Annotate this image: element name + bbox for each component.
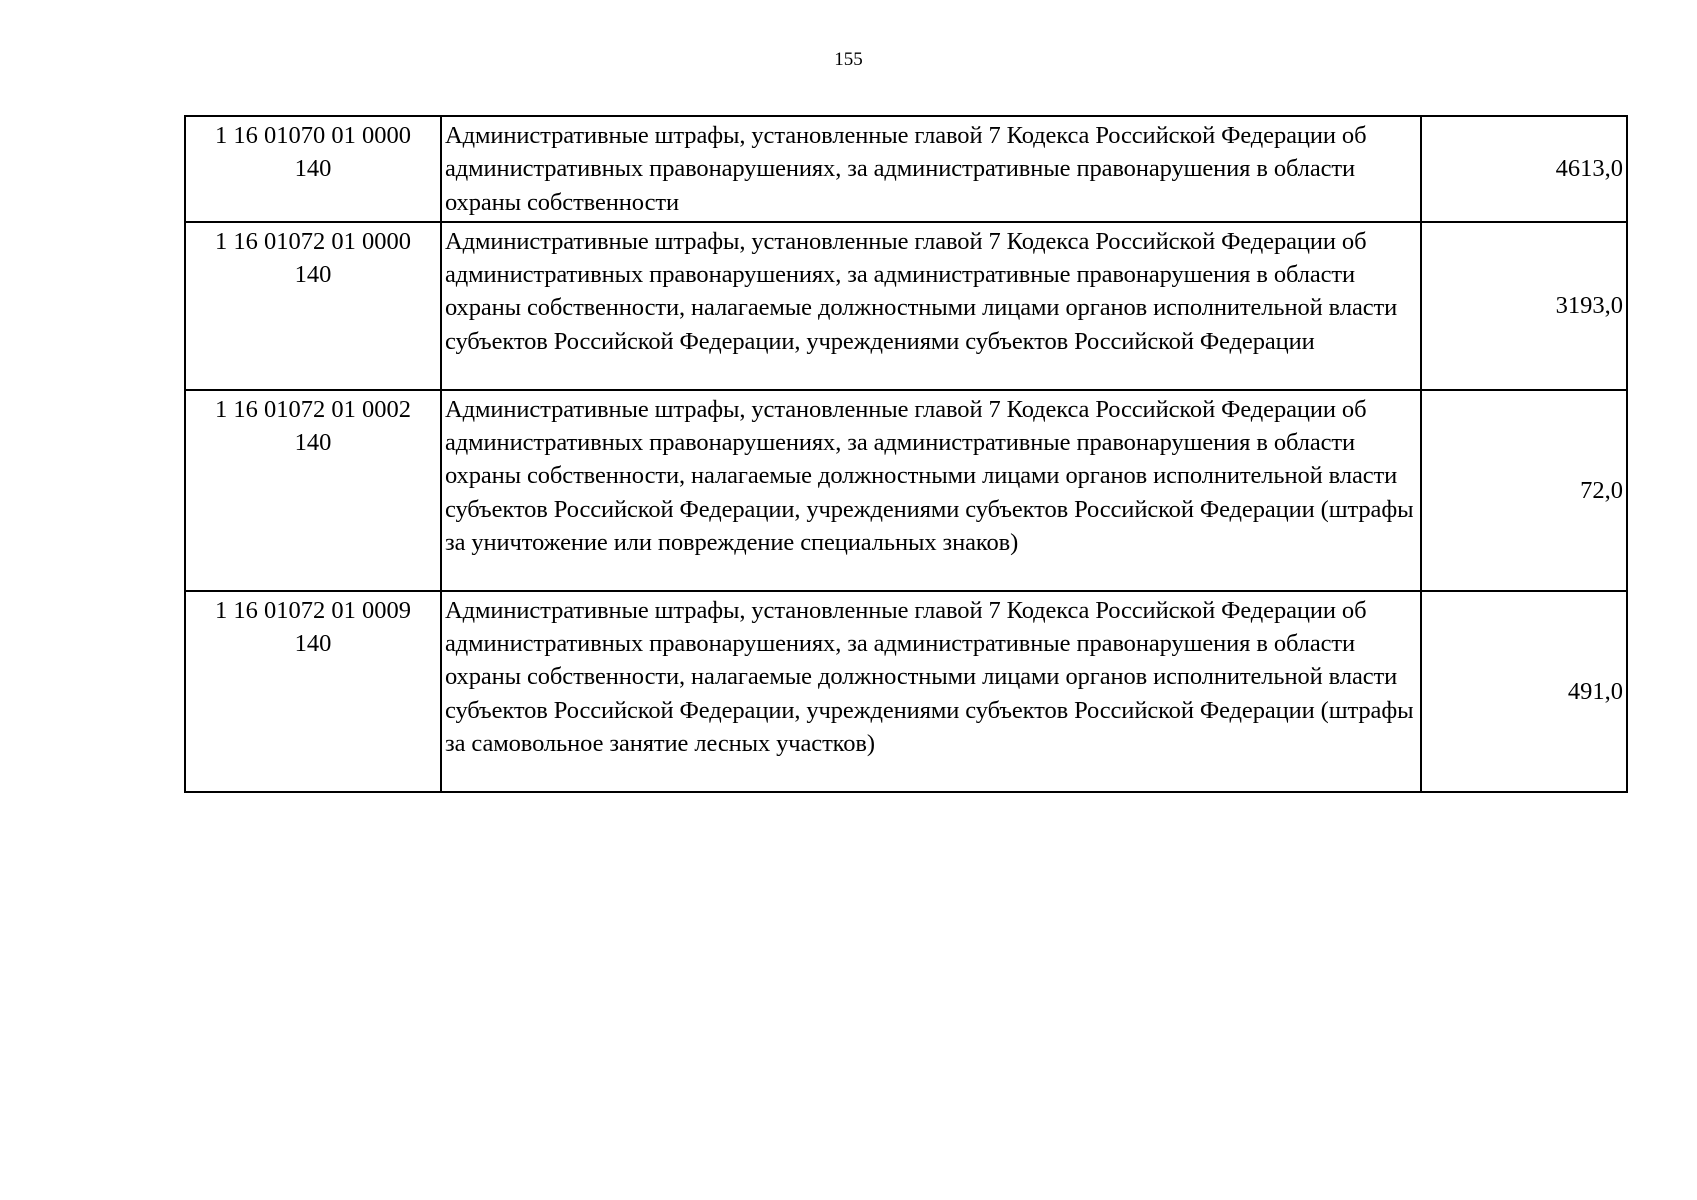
- description-cell: Административные штрафы, установленные главой 7 Кодекса Российской Федерации об административных правонарушениях, за административные правонарушения в области охраны собственности, налагаемые должностными лицами органов исполнительной власти субъектов Российской Федерации, учреждениями субъектов Российской Федерации: [441, 222, 1421, 390]
- table-row: [185, 591, 1627, 792]
- revenue-table: [184, 115, 1628, 793]
- code-line: 1 16 01070 01 0000: [215, 122, 411, 149]
- code-line: 140: [294, 429, 332, 457]
- classification-code-cell: [185, 390, 441, 591]
- code-line: 1 16 01072 01 0000: [215, 227, 411, 255]
- amount-cell: 491,0: [1421, 591, 1627, 792]
- description-cell: Административные штрафы, установленные главой 7 Кодекса Российской Федерации об административных правонарушениях, за административные правонарушения в области охраны собственности, налагаемые должностными лицами органов исполнительной власти субъектов Российской Федерации, учреждениями субъектов Российской Федерации (штрафы за уничтожение или повреждение специальных знаков): [441, 390, 1421, 591]
- classification-code-cell: [185, 116, 441, 222]
- amount-cell: 72,0: [1421, 390, 1627, 591]
- amount-cell: 3193,0: [1421, 222, 1627, 390]
- code-line: 1 16 01072 01 0009: [215, 596, 411, 624]
- classification-code-cell: [185, 222, 441, 390]
- table-row: [185, 390, 1627, 591]
- amount-cell: 4613,0: [1421, 116, 1627, 222]
- table-row: [185, 222, 1627, 390]
- code-line: 1 16 01072 01 0002: [215, 395, 411, 423]
- table-row: [185, 116, 1627, 222]
- description-cell: Административные штрафы, установленные главой 7 Кодекса Российской Федерации об административных правонарушениях, за административные правонарушения в области охраны собственности: [441, 116, 1421, 222]
- classification-code-cell: [185, 591, 441, 792]
- code-line: 140: [294, 261, 332, 289]
- code-line: 140: [294, 155, 332, 183]
- page-number: 155: [834, 49, 863, 70]
- code-line: 140: [294, 630, 332, 658]
- description-cell: Административные штрафы, установленные главой 7 Кодекса Российской Федерации об административных правонарушениях, за административные правонарушения в области охраны собственности, налагаемые должностными лицами органов исполнительной власти субъектов Российской Федерации, учреждениями субъектов Российской Федерации (штрафы за самовольное занятие лесных участков): [441, 591, 1421, 792]
